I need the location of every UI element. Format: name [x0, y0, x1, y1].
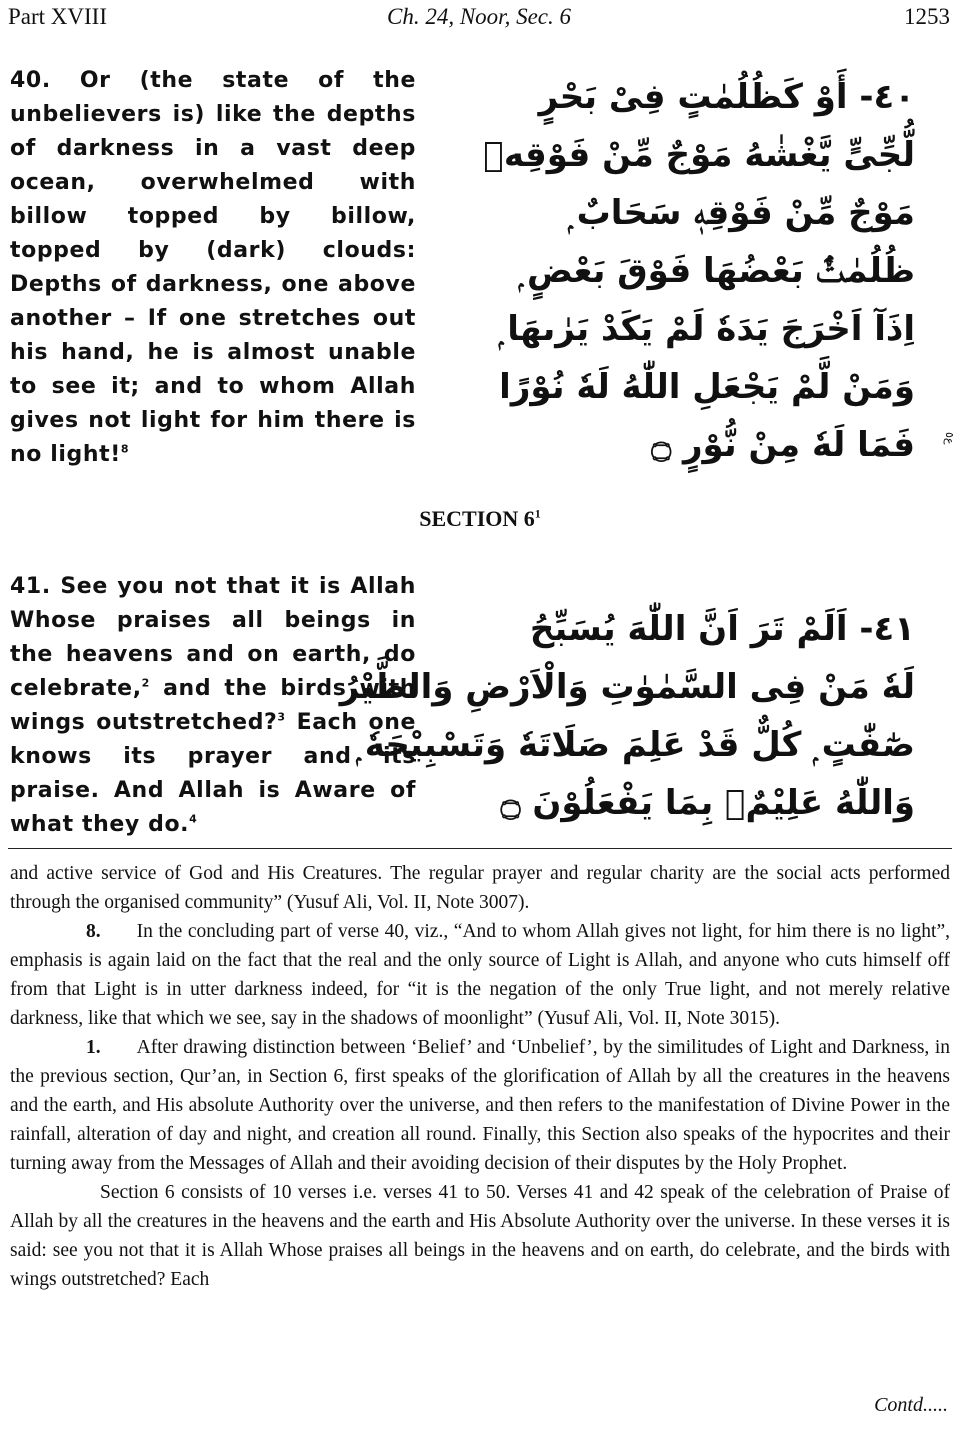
- footnote-ref-4: 4: [189, 812, 198, 826]
- footnote-ref-1: 1: [534, 506, 541, 521]
- page-number: 1253: [904, 4, 950, 29]
- footnote-ref-3: 3: [277, 710, 286, 724]
- section-heading: [0, 506, 960, 532]
- arabic-line: اِذَآ اَخْرَجَ يَدَهٗ لَمْ يَكَدْ يَرٰىهَا ۭ: [498, 309, 915, 349]
- note-1-text: After drawing distinction between ‘Belief’ and ‘Unbelief’, by the similitudes of Light and Darkness, in the previous section, Qur’an, in Section 6, first speaks of the glorification of Allah by all the creatures in the heavens and the earth, and His absolute Authority over the universe, and then refers to the manifestation of Divine Power in the rainfall, alteration of day and night, and creation all round. Finally, this Section also speaks of the hypocrites and their turning away from the Messages of Allah and their avoiding decision of their disputes by the Holy Prophet.: [10, 1037, 950, 1174]
- verse-41-text-2: and the birds with wings outstretched?: [10, 676, 416, 735]
- chapter-title: Ch. 24, Noor, Sec. 6: [387, 4, 571, 29]
- footnote-ref-8: 8: [120, 442, 130, 456]
- footnotes: [10, 859, 950, 1294]
- verse-41-arabic: [339, 600, 915, 832]
- continued-label: Contd.....: [874, 1394, 948, 1416]
- note-8: [10, 917, 950, 1033]
- note-continuation: and active service of God and His Creatures. The regular prayer and regular charity are the social acts performed through the organised community” (Yusuf Ali, Vol. II, Note 3007).: [10, 863, 950, 913]
- note-8-text: In the concluding part of verse 40, viz., “And to whom Allah gives not light, for him there is no light”, emphasis is again laid on the fact that the real and the only source of Light is Allah, and anyone who cuts himself off from that Light is in utter darkness indeed, for “it is the negation of the only True light, and not merely relative darkness, like that which we see, say in the shadows of moonlight” (Yusuf Ali, Vol. II, Note 3015).: [10, 921, 950, 1029]
- section-title-text: SECTION 6: [419, 506, 535, 531]
- verse-40-text: 40. Or (the state of the unbelievers is) like the depths of darkness in a vast deep ocean, overwhelmed with billow topped by billow, topped by (dark) clouds: Depths of darkness, one above another – If one stretches out his hand, he is almost unable to see it; and to whom Allah gives not light for him there is no light!: [10, 68, 416, 467]
- verse-41-text-1: 41. See you not that it is Allah Whose praises all beings in the heavens and on earth, do celebrate,: [10, 574, 416, 701]
- note-1-number: 1.: [86, 1037, 101, 1058]
- verse-40-arabic: [460, 68, 915, 474]
- arabic-line: مَوْجٌ مِّنْ فَوْقِهٖ سَحَابٌ ۭ: [568, 193, 915, 233]
- footnote-divider: [8, 848, 952, 849]
- page-header: [8, 4, 950, 36]
- arabic-line: ٤٠- أَوْ كَظُلُمٰتٍ فِىْ بَحْرٍ: [538, 77, 915, 117]
- arabic-line: ظُلُمٰتٌۢ بَعْضُهَا فَوْقَ بَعْضٍ ۭ: [518, 251, 915, 291]
- note-8-number: 8.: [86, 921, 101, 942]
- arabic-line: لُّجِّىٍّ يَّغْشٰهُ مَوْجٌ مِّنْ فَوْقِهٖ: [483, 135, 915, 175]
- arabic-line: وَاللّٰهُ عَلِيْمٌۢ بِمَا يَفْعَلُوْنَ ۝: [500, 783, 915, 823]
- ruku-marker: ع٥: [943, 431, 956, 445]
- section-summary-paragraph: Section 6 consists of 10 verses i.e. verses 41 to 50. Verses 41 and 42 speak of the celebration of Praise of Allah by all the creatures in the heavens and the earth and His Absolute Authority over the universe. In these verses it is said: see you not that it is Allah Whose praises all beings in the heavens and on earth, do celebrate, and the birds with wings outstretched? Each: [10, 1182, 950, 1290]
- note-1: [10, 1033, 950, 1178]
- arabic-line: صٰٓفّٰتٍ ۭ كُلٌّ قَدْ عَلِمَ صَلَاتَهٗ وَتَسْبِيْحَهٗ ۭ: [356, 725, 915, 765]
- arabic-line: فَمَا لَهٗ مِنْ نُّوْرٍ ۝: [651, 425, 915, 465]
- verse-40-translation: [10, 64, 416, 472]
- footnote-ref-2: 2: [141, 676, 150, 690]
- verse-41-text-3: Each one knows its prayer and its praise. And Allah is Aware of what they do.: [10, 710, 416, 837]
- arabic-line: ٤١- اَلَمْ تَرَ اَنَّ اللّٰهَ يُسَبِّحُ: [529, 609, 915, 649]
- arabic-line: وَمَنْ لَّمْ يَجْعَلِ اللّٰهُ لَهٗ نُوْرًا: [499, 367, 915, 407]
- part-label: Part XVIII: [8, 4, 107, 29]
- arabic-line: لَهٗ مَنْ فِى السَّمٰوٰتِ وَالْاَرْضِ وَالطَّيْرُ: [339, 667, 915, 707]
